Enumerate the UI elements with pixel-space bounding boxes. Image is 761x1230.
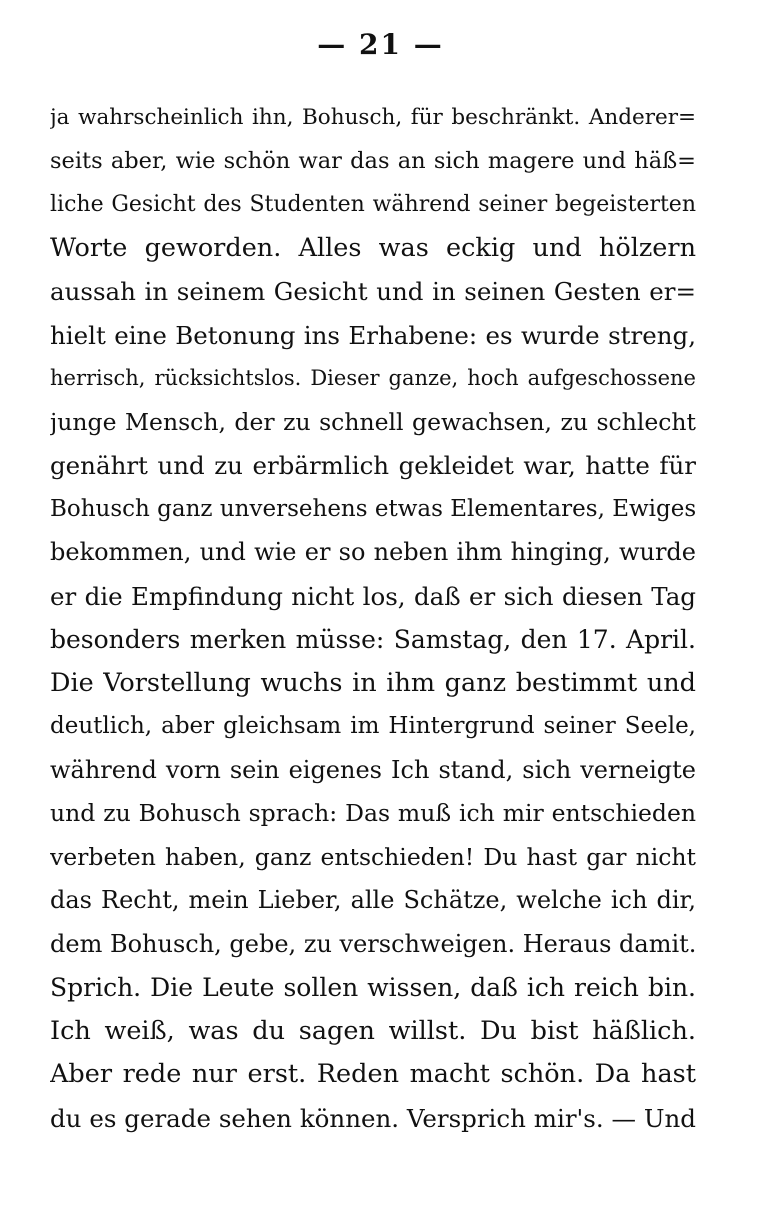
text-line: Worte geworden. Alles was eckig und hölzern bbox=[50, 232, 696, 263]
text-line: Bohusch ganz unversehens etwas Elementares, Ewiges bbox=[50, 495, 696, 522]
text-line: seits aber, wie schön war das an sich magere und häß= bbox=[50, 147, 696, 174]
text-line: das Recht, mein Lieber, alle Schätze, welche ich dir, bbox=[50, 886, 696, 914]
text-line: während vorn sein eigenes Ich stand, sich verneigte bbox=[50, 755, 696, 784]
text-line: er die Empfindung nicht los, daß er sich diesen Tag bbox=[50, 581, 696, 611]
text-line: herrisch, rücksichtslos. Dieser ganze, hoch aufgeschossene bbox=[50, 366, 696, 390]
text-line: verbeten haben, ganz entschieden! Du hast gar nicht bbox=[50, 842, 696, 871]
text-line: besonders merken müsse: Samstag, den 17. April. bbox=[50, 625, 696, 654]
text-line: hielt eine Betonung ins Erhabene: es wurde streng, bbox=[50, 320, 696, 350]
text-line: du es gerade sehen können. Versprich mir's. — Und bbox=[50, 1103, 696, 1133]
text-line: aussah in seinem Gesicht und in seinen Gesten er= bbox=[50, 277, 696, 306]
page-number-header: — 21 — bbox=[317, 28, 444, 61]
body-text bbox=[50, 96, 696, 1140]
text-line: genährt und zu erbärmlich gekleidet war, hatte für bbox=[50, 451, 696, 480]
text-line: liche Gesicht des Studenten während seiner begeisterten bbox=[50, 192, 696, 217]
text-line: Sprich. Die Leute sollen wissen, daß ich reich bin. bbox=[50, 973, 696, 1002]
text-line: dem Bohusch, gebe, zu verschweigen. Heraus damit. bbox=[50, 929, 696, 958]
text-line: bekommen, und wie er so neben ihm hinging, wurde bbox=[50, 538, 696, 566]
text-line: ja wahrscheinlich ihn, Bohusch, für beschränkt. Anderer= bbox=[50, 105, 696, 130]
text-line: und zu Bohusch sprach: Das muß ich mir entschieden bbox=[50, 799, 696, 827]
text-line: junge Mensch, der zu schnell gewachsen, zu schlecht bbox=[50, 407, 696, 436]
text-line: Die Vorstellung wuchs in ihm ganz bestimmt und bbox=[50, 667, 696, 698]
text-line: Ich weiß, was du sagen willst. Du bist häßlich. bbox=[50, 1015, 696, 1046]
text-line: Aber rede nur erst. Reden macht schön. Da hast bbox=[50, 1059, 696, 1089]
text-line: deutlich, aber gleichsam im Hintergrund seiner Seele, bbox=[50, 713, 696, 739]
